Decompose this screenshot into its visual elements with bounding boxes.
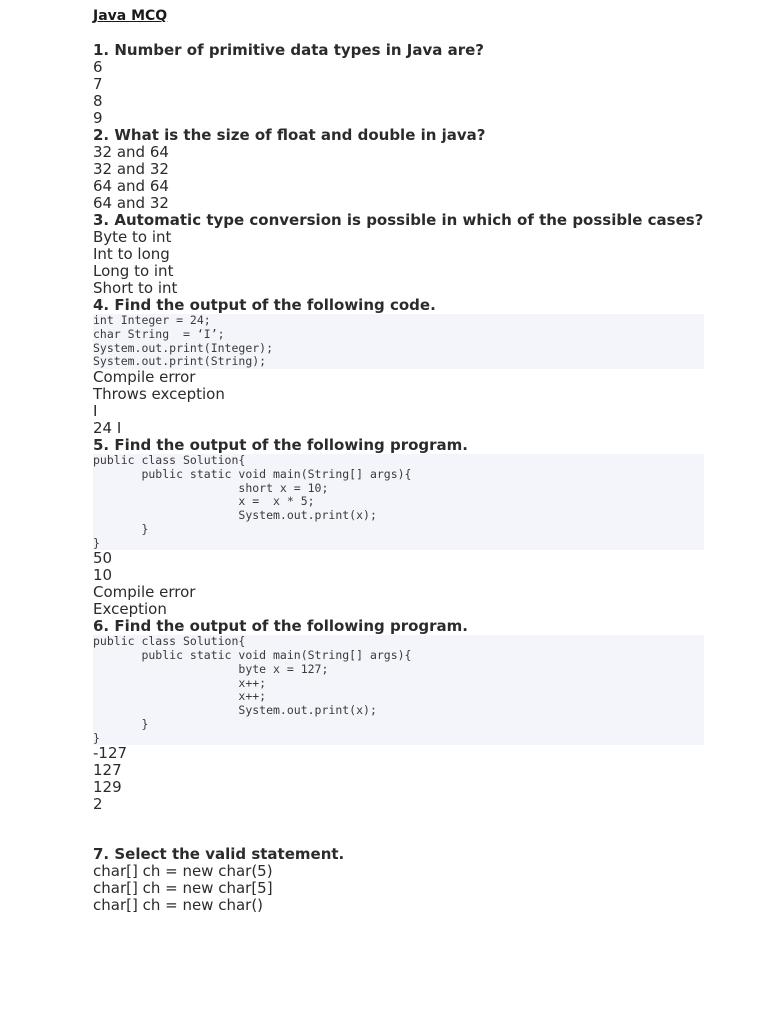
- document-title: Java MCQ: [93, 8, 168, 24]
- question-7: [93, 846, 704, 914]
- question-text: [93, 127, 704, 144]
- option: 50: [93, 549, 113, 568]
- option: Long to int: [93, 262, 174, 280]
- question-text: [93, 618, 704, 635]
- option: Short to int: [93, 279, 178, 297]
- question-2: [93, 127, 704, 212]
- question-text: [93, 437, 704, 454]
- code-block: public class Solution{ public static void main(String[] args){ byte x = 127; x++; x++; System.out.print(x); } }: [93, 635, 704, 745]
- question-text: [93, 846, 704, 863]
- question-prompt: Number of primitive data types in Java are?: [114, 41, 484, 59]
- question-number: 1.: [93, 41, 110, 59]
- question-prompt: Find the output of the following program.: [114, 617, 468, 636]
- option: 129: [93, 778, 122, 797]
- option: Exception: [93, 600, 167, 619]
- code-block: int Integer = 24; char String = ‘I’; System.out.print(Integer); System.out.print(String);: [93, 314, 704, 369]
- question-6: [93, 618, 704, 813]
- option: char[] ch = new char[5]: [93, 879, 273, 898]
- option: 9: [93, 109, 103, 127]
- option: Compile error: [93, 368, 196, 386]
- question-prompt: Select the valid statement.: [114, 845, 345, 864]
- code-block: public class Solution{ public static void main(String[] args){ short x = 10; x = x * 5; System.out.print(x); } }: [93, 454, 704, 550]
- question-prompt: Find the output of the following code.: [114, 296, 436, 314]
- option: char[] ch = new char(): [93, 896, 264, 915]
- question-4: [93, 297, 704, 437]
- question-number: 5.: [93, 436, 110, 454]
- option: Byte to int: [93, 228, 172, 246]
- option: -127: [93, 744, 128, 763]
- question-text: [93, 42, 704, 59]
- option: 127: [93, 761, 122, 780]
- spacer: [93, 813, 704, 846]
- question-3: [93, 212, 704, 297]
- option: 24 I: [93, 419, 122, 437]
- document-page: [93, 8, 704, 914]
- question-prompt: What is the size of float and double in java?: [114, 126, 486, 144]
- question-number: 7.: [93, 845, 110, 864]
- option: 10: [93, 566, 113, 585]
- question-prompt: Find the output of the following program.: [114, 436, 468, 454]
- option: 8: [93, 92, 103, 110]
- question-number: 2.: [93, 126, 110, 144]
- option: Throws exception: [93, 385, 225, 403]
- question-number: 3.: [93, 211, 110, 229]
- question-1: [93, 42, 704, 127]
- option: 64 and 64: [93, 177, 169, 195]
- option: Compile error: [93, 583, 196, 602]
- option: 64 and 32: [93, 194, 169, 212]
- option: Int to long: [93, 245, 170, 263]
- option: I: [93, 402, 98, 420]
- question-text: [93, 212, 704, 229]
- question-text: [93, 297, 704, 314]
- question-number: 4.: [93, 296, 110, 314]
- question-number: 6.: [93, 617, 110, 636]
- option: 2: [93, 795, 103, 814]
- question-prompt: Automatic type conversion is possible in which of the possible cases?: [114, 211, 704, 229]
- option: 32 and 32: [93, 160, 169, 178]
- option: 7: [93, 75, 103, 93]
- spacer: [93, 25, 704, 42]
- option: char[] ch = new char(5): [93, 862, 273, 881]
- question-5: [93, 437, 704, 618]
- option: 6: [93, 58, 103, 76]
- option: 32 and 64: [93, 143, 169, 161]
